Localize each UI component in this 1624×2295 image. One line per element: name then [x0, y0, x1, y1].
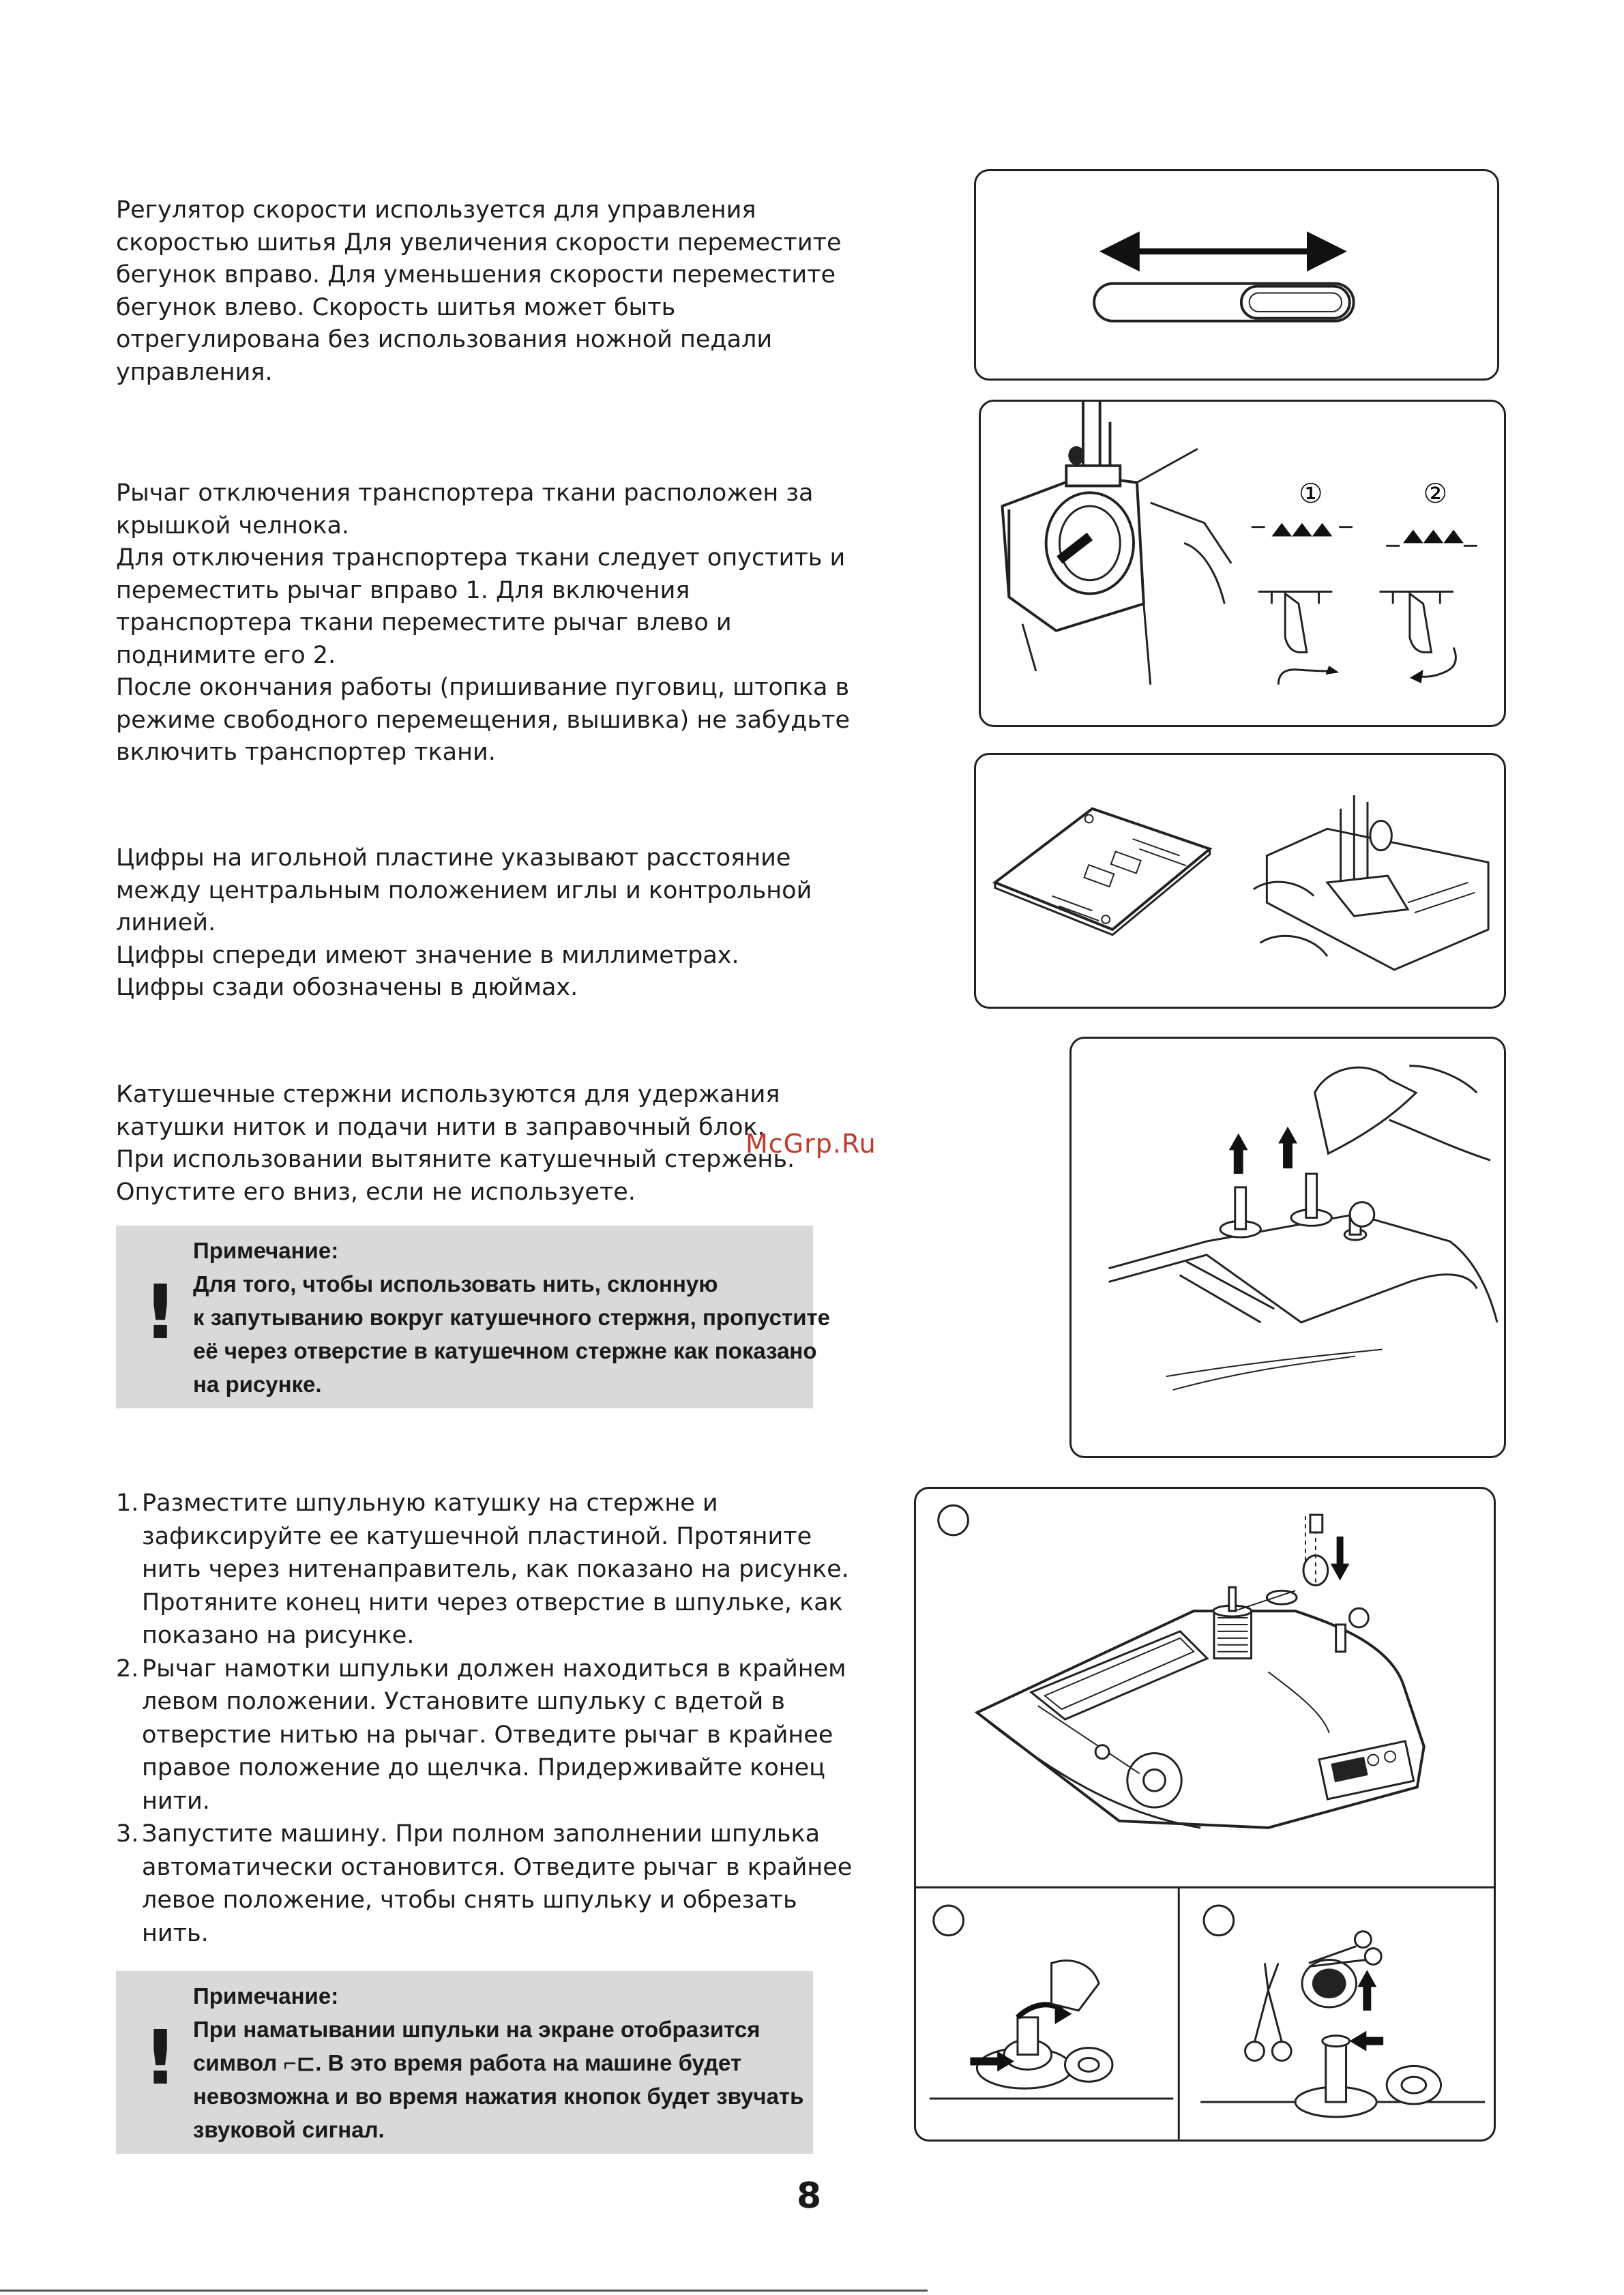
needle-plate-illustration: [974, 753, 1506, 1009]
position-1-label: ①: [1298, 478, 1323, 510]
feed-dog-drawing: [981, 402, 1504, 725]
bottom-divider: [0, 2290, 928, 2292]
bobbin-winding-illustration: [914, 1487, 1496, 2142]
speed-control-text: Регулятор скорости используется для управления скоростью шитья Для увеличения скорости переместите бегунок вправо. Для уменьшения скорости переместите бегунок влево. Скорость шитья может быть отрегулирована без использования ножной педали управления.: [116, 196, 842, 386]
step-1-circle: [939, 1505, 969, 1535]
feed-dog-illustration: [979, 400, 1506, 727]
list-item: 3. Запустите машину. При полном заполнении шпулька автоматически остановится. Отведите рычаг в крайнее левое положение, чтобы снять шпульку и обрезать нить.: [116, 1820, 853, 1947]
feed-dog-text: Рычаг отключения транспортера ткани расположен за крышкой челнока. Для отключения транспортера ткани следует опустить и переместить рычаг вправо 1. Для включения транспортера ткани переместите рычаг влево и поднимите его 2. После окончания работы (пришивание пуговиц, штопка в режиме свободного перемещения, вышивка) не забудьте включить транспортер ткани.: [116, 479, 851, 766]
bobbin-winding-drawing: [916, 1489, 1494, 2139]
spool-note-text: Примечание: Для того, чтобы использовать нить, склонную к запутыванию вокруг катушечного стержня, пропустите её через отверстие в катушечном стержне как показано на рисунке.: [193, 1238, 830, 1397]
speed-slider-drawing: [976, 171, 1497, 379]
spool-note: [116, 1226, 830, 1408]
step-3-circle: [1204, 1906, 1234, 1936]
watermark: McGrp.Ru: [745, 1129, 876, 1159]
needle-plate-text: Цифры на игольной пластине указывают расстояние между центральным положением иглы и контрольной линией. Цифры спереди имеют значение в миллиметрах. Цифры сзади обозначены в дюймах.: [116, 844, 812, 1001]
page-number: 8: [797, 2176, 822, 2217]
list-item: 1. Разместите шпульную катушку на стержне и зафиксируйте ее катушечной пластиной. Протяните нить через нитенаправитель, как показано на рисунке. Протяните конец нити через отверстие в шпульке, как показано на рисунке.: [116, 1490, 849, 1649]
warning-icon: !: [143, 1269, 178, 1356]
spool-pin-drawing: [1072, 1039, 1504, 1456]
position-2-label: ②: [1423, 478, 1448, 510]
speed-slider-illustration: [974, 169, 1499, 381]
list-item: 2. Рычаг намотки шпульки должен находиться в крайнем левом положении. Установите шпульку с вдетой в отверстие нитью на рычаг. Отведите рычаг в крайнее правое положение до щелчка. Придерживайте конец нити.: [116, 1655, 846, 1815]
warning-icon: !: [143, 2014, 178, 2101]
spool-pin-illustration: [1069, 1037, 1506, 1458]
spool-pin-text: Катушечные стержни используются для удержания катушки ниток и подачи нити в заправочный блок. При использовании вытяните катушечный стержень. Опустите его вниз, если не используете.: [116, 1081, 795, 1206]
bobbin-winding-steps: [116, 1487, 853, 1950]
bobbin-note: [116, 1971, 813, 2154]
needle-plate-drawing: [976, 755, 1504, 1007]
step-2-circle: [934, 1906, 964, 1936]
bobbin-note-text: Примечание: При наматывании шпульки на экране отобразится символ ⌐⊏. В это время работа на машине будет невозможна и во время нажатия кнопок будет звучать звуковой сигнал.: [193, 1983, 804, 2142]
